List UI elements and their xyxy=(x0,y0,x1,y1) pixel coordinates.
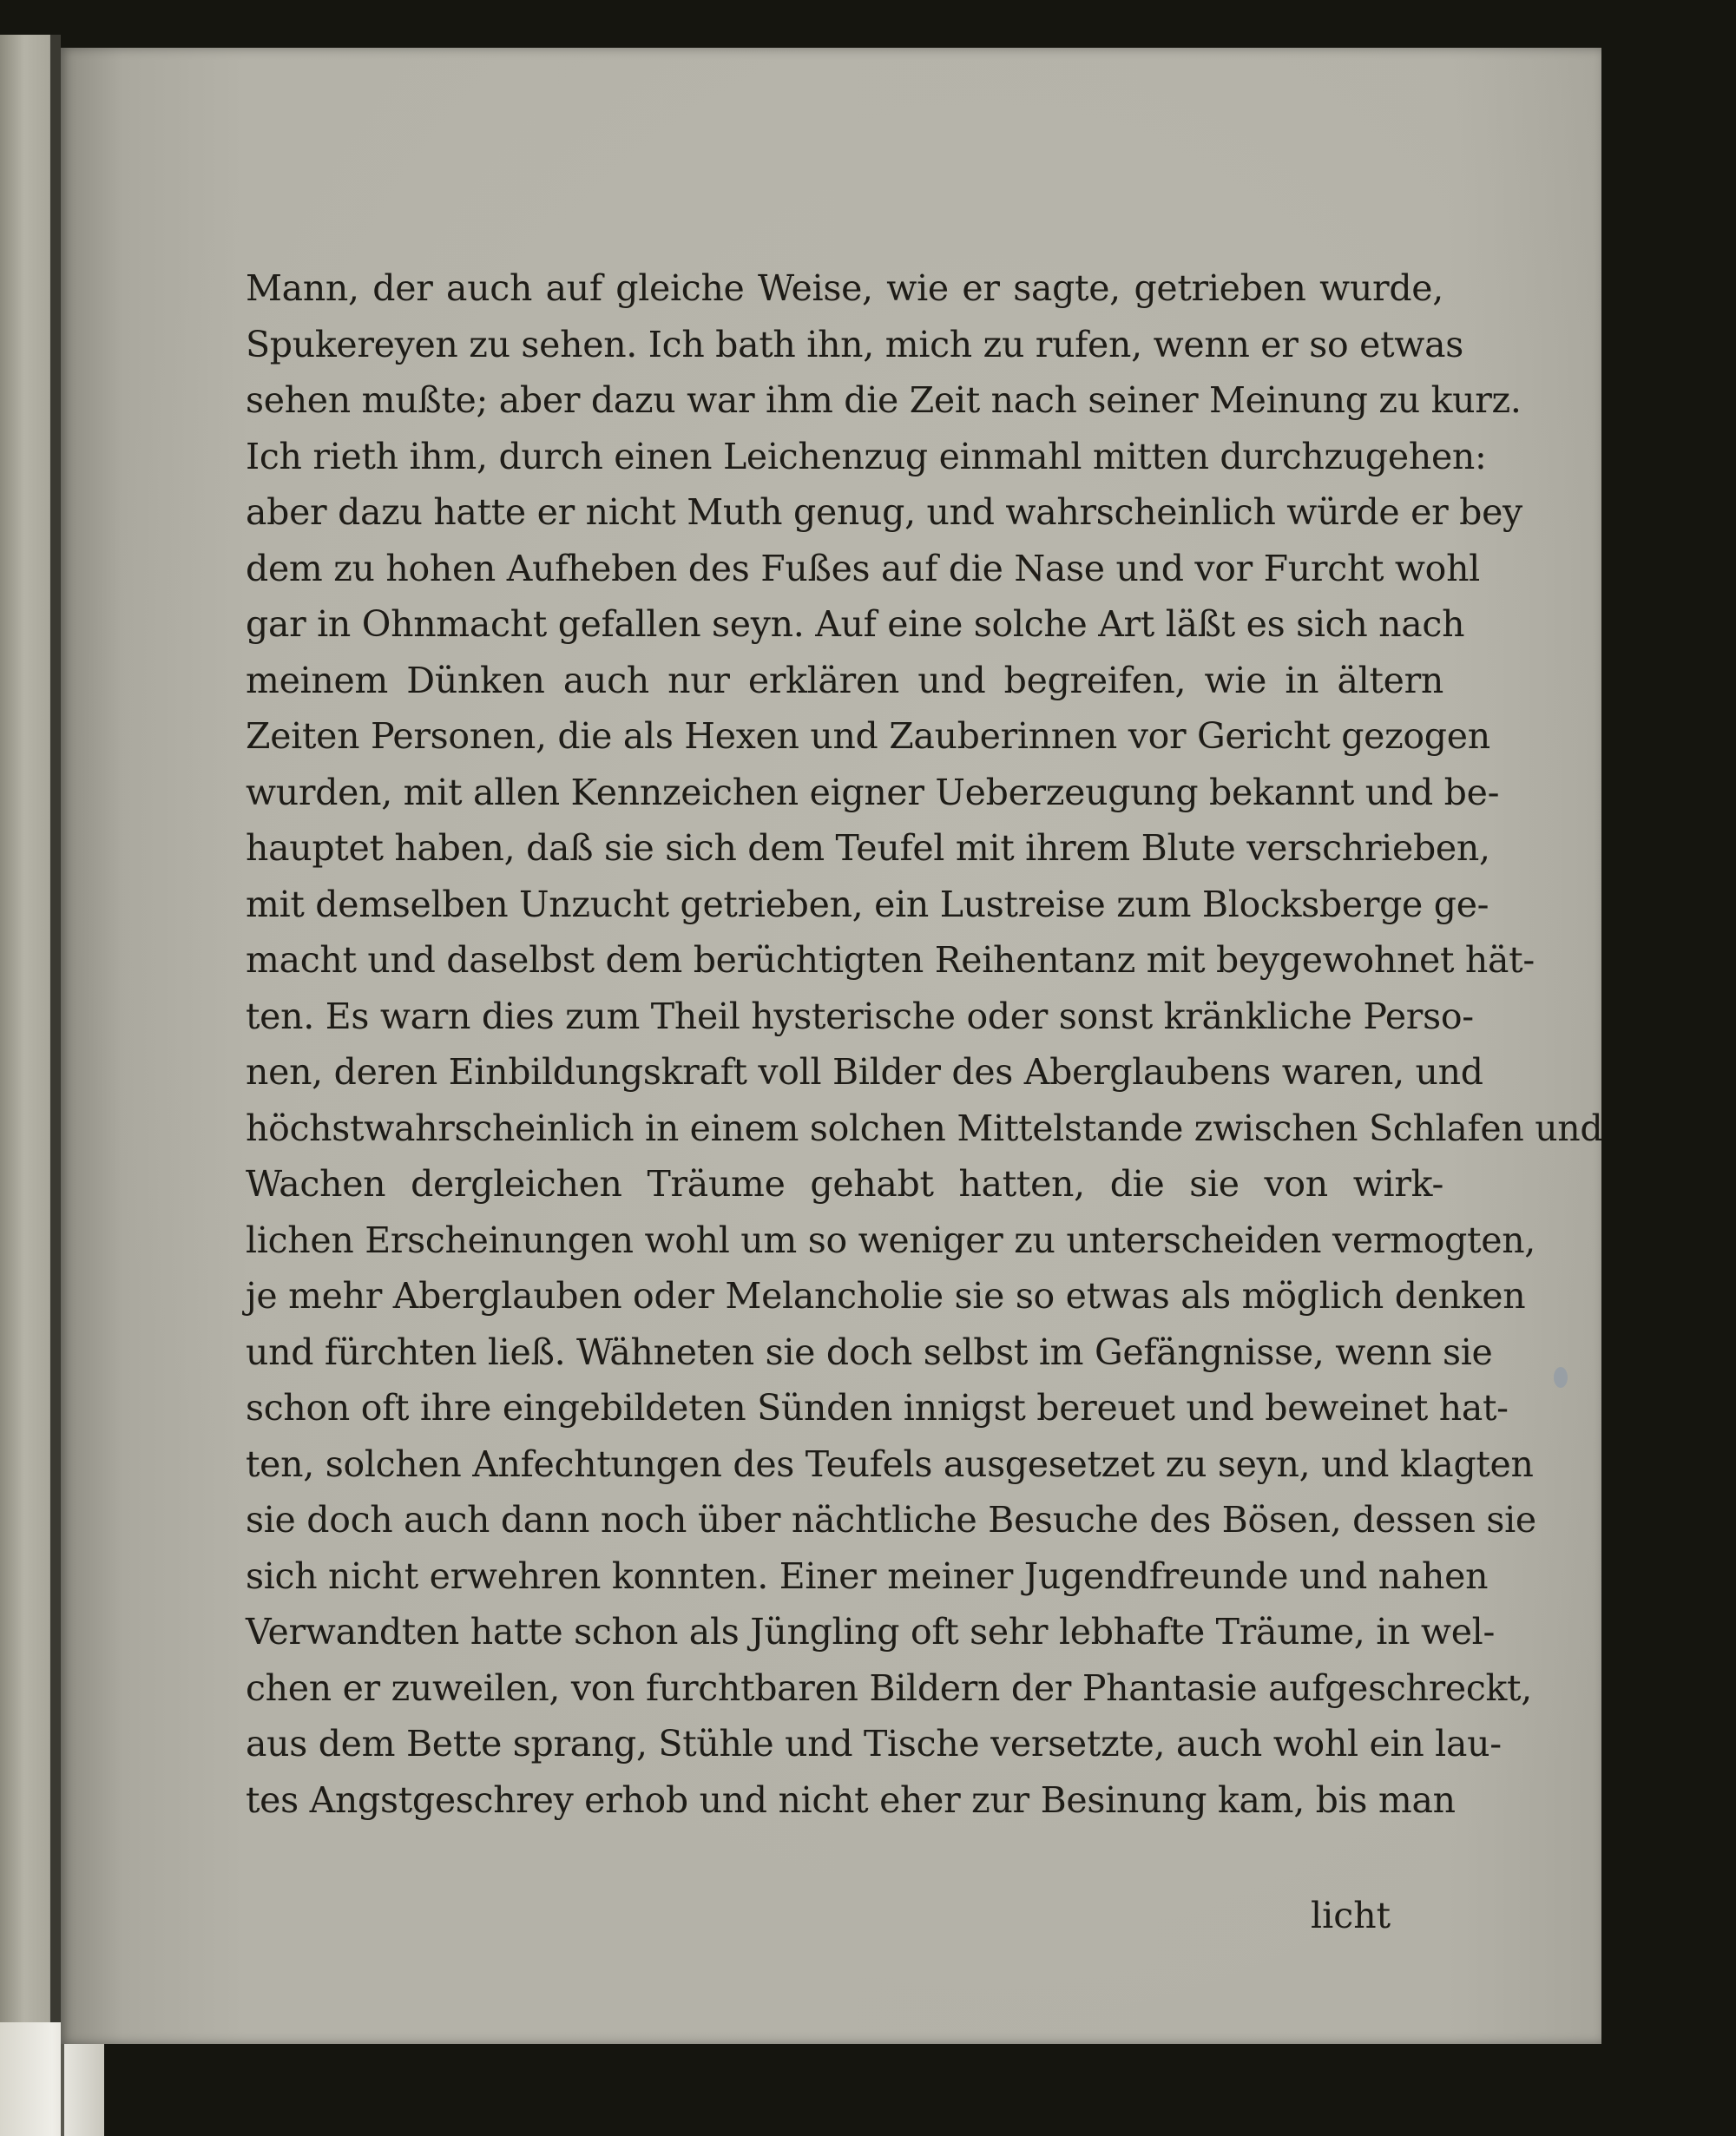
text-line: schon oft ihre eingebildeten Sünden innigst bereuet und beweinet hat- xyxy=(246,1387,1509,1429)
book-page xyxy=(61,48,1601,2044)
text-line: sie doch auch dann noch über nächtliche Besuche des Bösen, dessen sie xyxy=(246,1499,1536,1541)
text-line: sich nicht erwehren konnten. Einer meiner Jugendfreunde und nahen xyxy=(246,1554,1489,1597)
text-line: ten, solchen Anfechtungen des Teufels ausgesetzet zu seyn, und klagten xyxy=(246,1443,1534,1485)
text-line: macht und daselbst dem berüchtigten Reihentanz mit beygewohnet hät- xyxy=(246,939,1535,981)
previous-page-edge xyxy=(0,35,61,2100)
text-line: chen er zuweilen, von furchtbaren Bildern der Phantasie aufgeschreckt, xyxy=(246,1666,1532,1709)
text-line: sehen mußte; aber dazu war ihm die Zeit nach seiner Meinung zu kurz. xyxy=(246,379,1522,421)
text-line: gar in Ohnmacht gefallen seyn. Auf eine solche Art läßt es sich nach xyxy=(246,603,1465,645)
text-line: Wachen dergleichen Träume gehabt hatten, die sie von wirk- xyxy=(246,1163,1443,1205)
text-line: aus dem Bette sprang, Stühle und Tische versetzte, auch wohl ein lau- xyxy=(246,1723,1502,1765)
text-line: lichen Erscheinungen wohl um so weniger zu unterscheiden vermogten, xyxy=(246,1219,1536,1261)
text-line: höchstwahrscheinlich in einem solchen Mittelstande zwischen Schlafen und xyxy=(246,1107,1603,1149)
page-text-block xyxy=(246,260,1603,1828)
text-line: mit demselben Unzucht getrieben, ein Lustreise zum Blocksberge ge- xyxy=(246,883,1489,925)
catchword: licht xyxy=(1311,1895,1391,1936)
text-line: tes Angstgeschrey erhob und nicht eher zur Besinung kam, bis man xyxy=(246,1778,1456,1821)
text-line: und fürchten ließ. Wähneten sie doch selbst im Gefängnisse, wenn sie xyxy=(246,1331,1493,1373)
text-line: hauptet haben, daß sie sich dem Teufel mit ihrem Blute verschrieben, xyxy=(246,827,1490,869)
text-line: Ich rieth ihm, durch einen Leichenzug einmahl mitten durchzugehen: xyxy=(246,435,1487,477)
paper-stain xyxy=(1554,1367,1568,1388)
text-line: je mehr Aberglauben oder Melancholie sie so etwas als möglich denken xyxy=(246,1275,1526,1317)
text-line: ten. Es warn dies zum Theil hysterische oder sonst kränkliche Perso- xyxy=(246,995,1474,1037)
text-line: Verwandten hatte schon als Jüngling oft sehr lebhafte Träume, in wel- xyxy=(246,1611,1496,1653)
book-gutter xyxy=(50,35,61,2100)
text-line: Spukereyen zu sehen. Ich bath ihn, mich zu rufen, wenn er so etwas xyxy=(246,323,1463,365)
text-line: wurden, mit allen Kennzeichen eigner Ueberzeugung bekannt und be- xyxy=(246,771,1500,813)
text-line: nen, deren Einbildungskraft voll Bilder des Aberglaubens waren, und xyxy=(246,1051,1483,1093)
text-line: Zeiten Personen, die als Hexen und Zauberinnen vor Gericht gezogen xyxy=(246,715,1490,757)
text-line: aber dazu hatte er nicht Muth genug, und wahrscheinlich würde er bey xyxy=(246,491,1522,533)
text-line: meinem Dünken auch nur erklären und begreifen, wie in ältern xyxy=(246,659,1443,701)
text-line: Mann, der auch auf gleiche Weise, wie er sagte, getrieben wurde, xyxy=(246,267,1443,309)
text-line: dem zu hohen Aufheben des Fußes auf die Nase und vor Furcht wohl xyxy=(246,547,1480,589)
